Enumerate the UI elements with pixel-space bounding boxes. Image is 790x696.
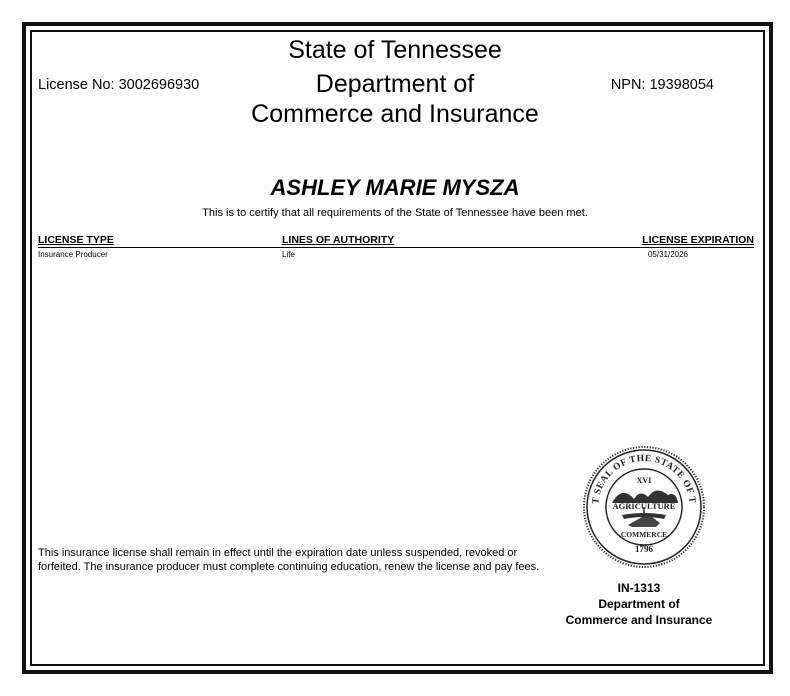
license-number: License No: 3002696930 xyxy=(38,77,200,93)
great-seal-of-tennessee xyxy=(582,445,706,569)
header-license-expiration: LICENSE EXPIRATION xyxy=(642,234,754,246)
seal-numeral: XVI xyxy=(636,476,652,485)
licensee-name: ASHLEY MARIE MYSZA xyxy=(270,175,520,200)
table-row xyxy=(38,248,754,260)
seal-year: 1796 xyxy=(635,544,653,554)
cell-lines-of-authority: Life xyxy=(282,250,295,259)
department-title-line1: Department of xyxy=(315,70,475,98)
seal-ring-text: T SEAL OF THE STATE OF T xyxy=(591,453,697,505)
issuer-footer xyxy=(556,580,722,628)
seal-commerce-text: COMMERCE xyxy=(620,530,668,539)
cell-license-expiration: 05/31/2026 xyxy=(647,250,689,259)
cell-license-type: Insurance Producer xyxy=(38,250,108,259)
department-title-line2: Commerce and Insurance xyxy=(251,100,539,128)
state-title: State of Tennessee xyxy=(288,36,502,64)
license-disclaimer xyxy=(38,546,539,574)
footer-department-line1: Department of xyxy=(598,597,680,611)
header-license-type: LICENSE TYPE xyxy=(38,234,114,246)
license-table xyxy=(38,234,754,260)
header-lines-of-authority: LINES OF AUTHORITY xyxy=(282,234,395,246)
npn-number: NPN: 19398054 xyxy=(610,77,714,93)
license-table-header xyxy=(38,234,754,248)
disclaimer-line2: forfeited. The insurance producer must complete continuing education, renew the license and pay fees. xyxy=(38,561,540,573)
footer-department-line2: Commerce and Insurance xyxy=(565,613,713,627)
disclaimer-line1: This insurance license shall remain in effect until the expiration date unless suspended, revoked or xyxy=(38,547,518,559)
form-id: IN-1313 xyxy=(617,581,661,595)
certification-statement: This is to certify that all requirements of the State of Tennessee have been met. xyxy=(202,207,588,219)
seal-agriculture-text: AGRICULTURE xyxy=(612,501,676,511)
